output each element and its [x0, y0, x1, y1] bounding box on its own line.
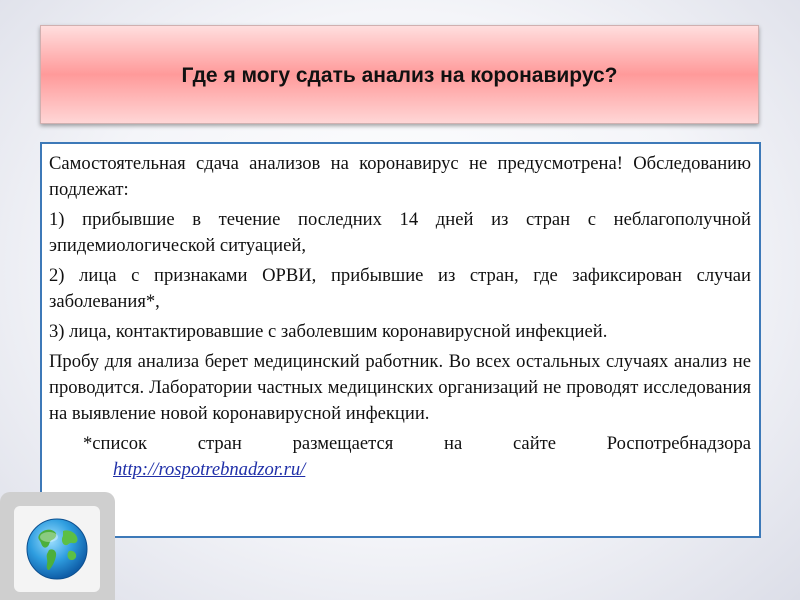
paragraph-item-1: 1) прибывшие в течение последних 14 дней из стран с неблагополучной эпидемиологической ситуацией,: [49, 209, 751, 256]
paragraph-item-2: 2) лица с признаками ОРВИ, прибывшие из стран, где зафиксирован случаи заболевания*,: [49, 265, 751, 312]
rospotrebnadzor-link[interactable]: http://rospotrebnadzor.ru/: [113, 459, 306, 480]
footnote-text: *список стран размещается на сайте Роспотребнадзора: [83, 433, 751, 454]
paragraph-sampling: Пробу для анализа берет медицинский работник. Во всех остальных случаях анализ не проводится. Лаборатории частных медицинских организаций не проводят исследования на выявление новой коронавирусной инфекции.: [49, 351, 751, 424]
globe-frame: [14, 506, 100, 592]
paragraph-item-3: 3) лица, контактировавшие с заболевшим коронавирусной инфекцией.: [49, 321, 608, 342]
slide-title: Где я могу сдать анализ на коронавирус?: [181, 63, 618, 87]
title-box: [40, 25, 759, 124]
globe-panel: [0, 492, 115, 600]
paragraph-intro: Самостоятельная сдача анализов на коронавирус не предусмотрена! Обследованию подлежат:: [49, 153, 751, 200]
footnote: [49, 431, 751, 483]
content-box: [40, 142, 761, 538]
globe-icon: [25, 517, 89, 581]
